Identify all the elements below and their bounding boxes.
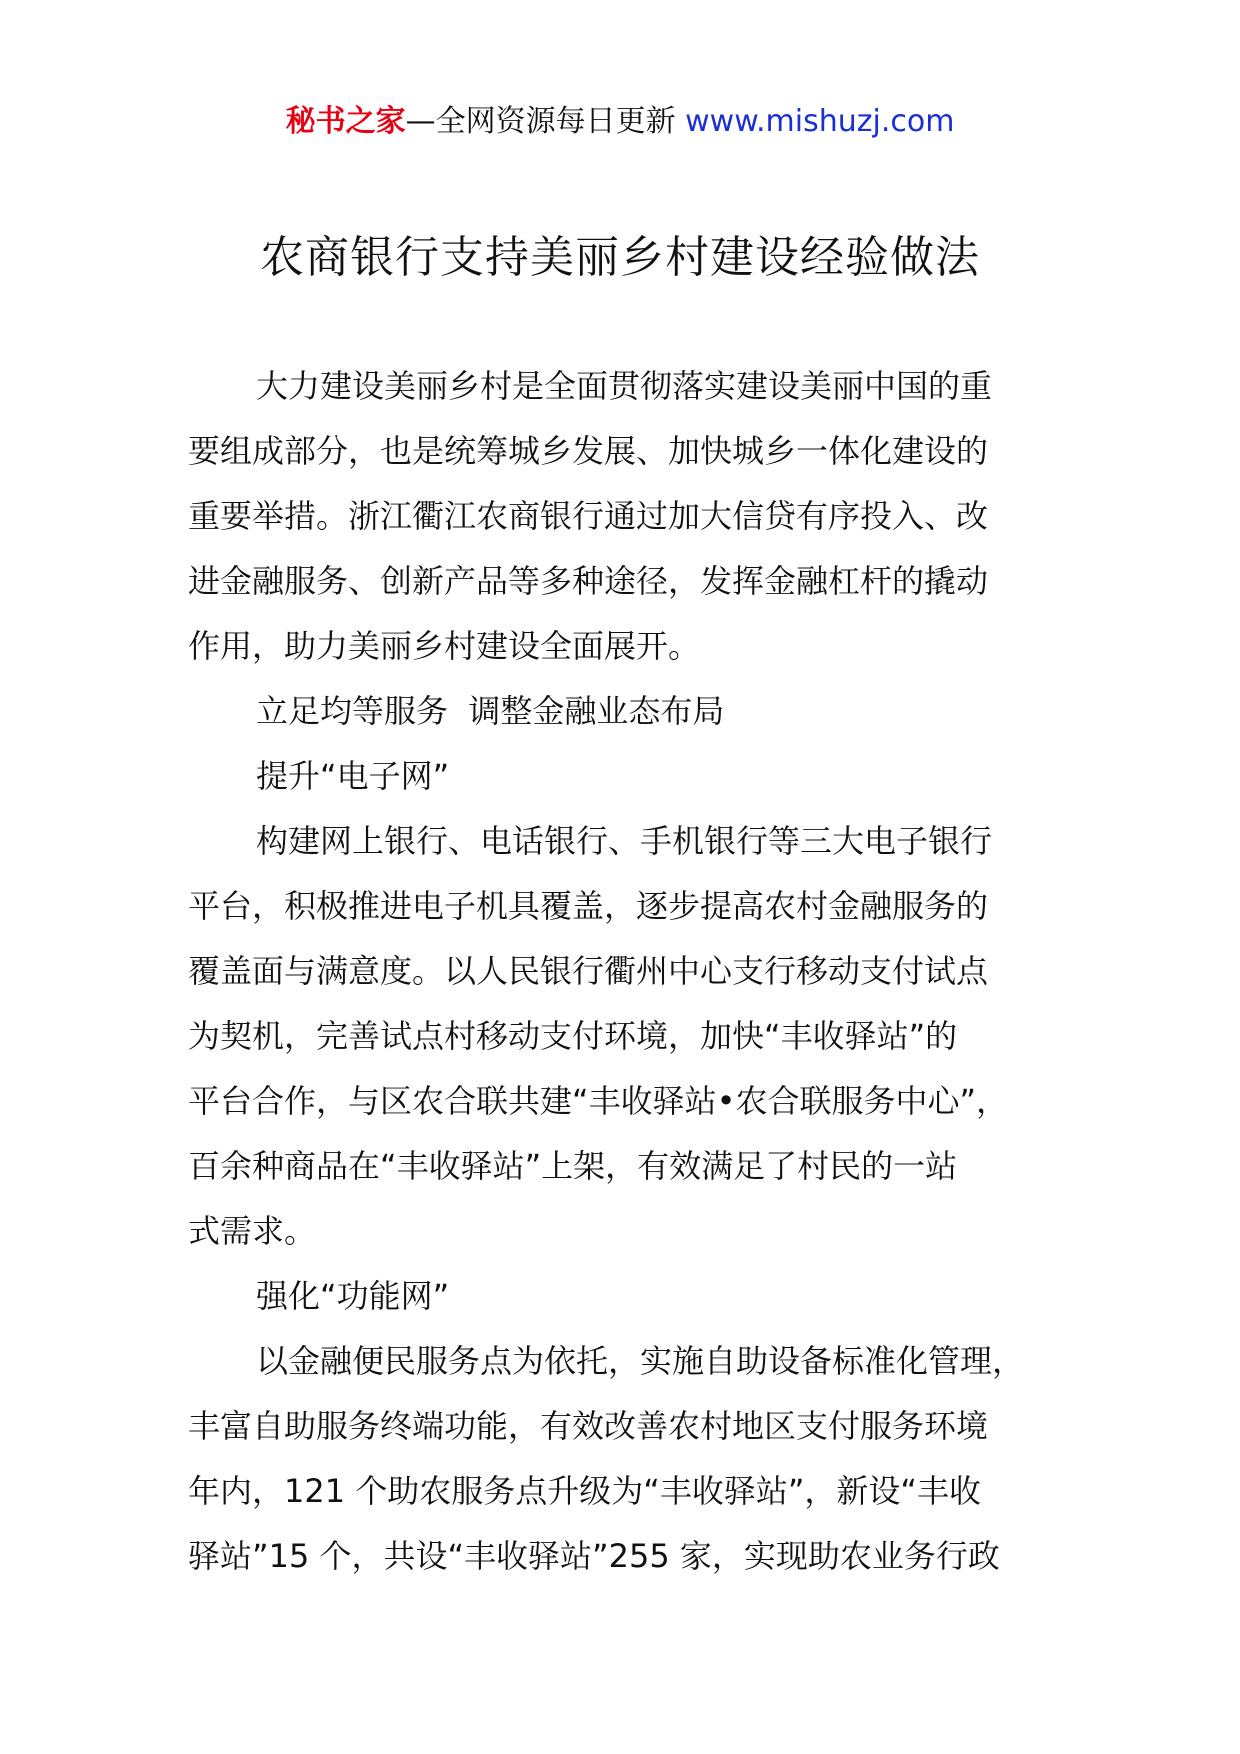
section-heading: 立足均等服务 调整金融业态布局 <box>256 692 725 730</box>
paragraph-line: 要组成部分，也是统筹城乡发展、加快城乡一体化建设的 <box>188 432 989 470</box>
document-title: 农商银行支持美丽乡村建设经验做法 <box>260 232 980 283</box>
paragraph-line: 驿站”15 个，共设“丰收驿站”255 家，实现助农业务行政 <box>188 1537 1000 1575</box>
paragraph-line: 为契机，完善试点村移动支付环境，加快“丰收驿站”的 <box>188 1017 958 1055</box>
paragraph-line: 构建网上银行、电话银行、手机银行等三大电子银行 <box>256 822 993 860</box>
paragraph-line: 大力建设美丽乡村是全面贯彻落实建设美丽中国的重 <box>256 367 993 405</box>
paragraph-line: 丰富自助服务终端功能，有效改善农村地区支付服务环境 <box>188 1407 989 1445</box>
paragraph-line: 年内，121 个助农服务点升级为“丰收驿站”，新设“丰收 <box>188 1472 981 1510</box>
subsection-heading: 提升“电子网” <box>256 757 450 795</box>
header-tagline: —全网资源每日更新 <box>405 104 676 139</box>
paragraph-line: 式需求。 <box>188 1212 317 1250</box>
paragraph-line: 覆盖面与满意度。以人民银行衢州中心支行移动支付试点 <box>188 952 989 990</box>
paragraph-line: 百余种商品在“丰收驿站”上架，有效满足了村民的一站 <box>188 1147 958 1185</box>
site-url-link[interactable]: www.mishuzj.com <box>685 104 955 139</box>
paragraph-line: 进金融服务、创新产品等多种途径，发挥金融杠杆的撬动 <box>188 562 989 600</box>
subsection-heading: 强化“功能网” <box>256 1277 450 1315</box>
document-body <box>188 354 1060 1589</box>
brand-name: 秘书之家 <box>285 104 406 139</box>
paragraph-line: 平台合作，与区农合联共建“丰收驿站•农合联服务中心”， <box>188 1082 1009 1120</box>
site-header <box>0 102 1240 142</box>
paragraph-line: 平台，积极推进电子机具覆盖，逐步提高农村金融服务的 <box>188 887 989 925</box>
paragraph-line: 重要举措。浙江衢江农商银行通过加大信贷有序投入、改 <box>188 497 989 535</box>
paragraph-line: 作用，助力美丽乡村建设全面展开。 <box>188 627 701 665</box>
paragraph-line: 以金融便民服务点为依托，实施自助设备标准化管理， <box>256 1342 1025 1380</box>
